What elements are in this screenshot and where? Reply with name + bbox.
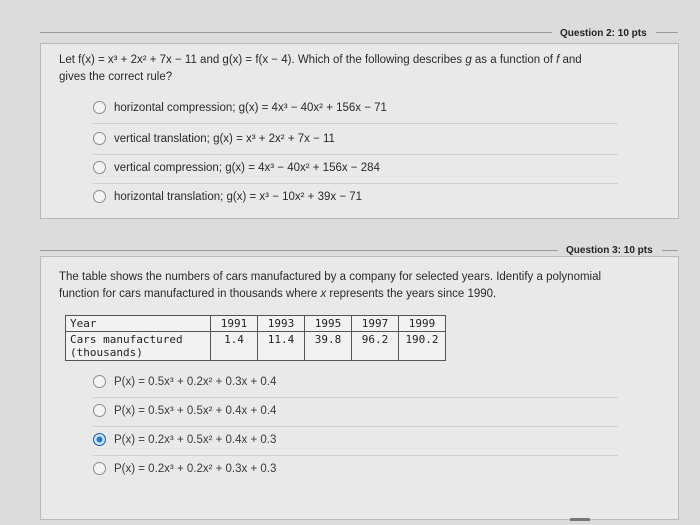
q2-option-2[interactable] — [93, 132, 335, 145]
q2-prompt-line2: gives the correct rule? — [59, 71, 173, 83]
table-cell: 1.4 — [211, 332, 258, 361]
q3-header-line — [40, 250, 558, 251]
q2-option-1-label: horizontal compression; g(x) = 4x³ − 40x² + 156x − 71 — [114, 101, 387, 114]
q3-prompt-line1: The table shows the numbers of cars manufactured by a company for selected years. Identify a polynomial — [59, 271, 602, 283]
table-header-year: Year — [66, 316, 211, 332]
table-cell: 1991 — [211, 316, 258, 332]
q2-separator — [93, 154, 618, 155]
q3-option-4-radio[interactable] — [93, 462, 106, 475]
q2-option-2-label: vertical translation; g(x) = x³ + 2x² + 7x − 11 — [114, 132, 335, 145]
q2-option-1[interactable] — [93, 101, 387, 114]
q2-prompt-f: f — [556, 54, 560, 66]
q2-header-line-right — [656, 32, 678, 33]
q2-option-3-label: vertical compression; g(x) = 4x³ − 40x² + 156x − 284 — [114, 161, 380, 174]
q2-prompt-text-b: as a function of — [471, 54, 557, 66]
q3-option-2[interactable] — [93, 404, 276, 417]
q2-option-4-radio[interactable] — [93, 190, 106, 203]
q2-prompt — [59, 52, 669, 86]
q3-option-2-radio[interactable] — [93, 404, 106, 417]
q2-header-line — [40, 32, 552, 33]
q3-header: Question 3: 10 pts — [566, 245, 653, 256]
table-header-cars — [66, 332, 211, 361]
q3-option-4-label: P(x) = 0.2x³ + 0.2x² + 0.3x + 0.3 — [114, 462, 277, 475]
q3-option-3-radio-selected[interactable] — [93, 433, 106, 446]
q3-prompt-text-b: represents the years since 1990. — [326, 288, 497, 300]
q2-option-4[interactable] — [93, 190, 362, 203]
q2-header: Question 2: 10 pts — [560, 28, 647, 39]
q3-prompt-text-a: function for cars manufactured in thousands where — [59, 288, 321, 300]
q3-option-3-label: P(x) = 0.2x³ + 0.5x² + 0.4x + 0.3 — [114, 433, 277, 446]
q2-option-2-radio[interactable] — [93, 132, 106, 145]
q3-header-line-right — [662, 250, 678, 251]
q3-separator — [93, 397, 618, 398]
page-edge-mark — [570, 518, 590, 521]
q2-option-1-radio[interactable] — [93, 101, 106, 114]
question-3-card — [40, 256, 679, 520]
data-table — [65, 315, 446, 361]
q2-prompt-g: g — [465, 54, 472, 66]
table-cell: 96.2 — [352, 332, 399, 361]
q2-separator — [93, 183, 618, 184]
q3-option-1-radio[interactable] — [93, 375, 106, 388]
q2-option-4-label: horizontal translation; g(x) = x³ − 10x² + 39x − 71 — [114, 190, 363, 203]
table-row — [66, 316, 446, 332]
table-cell: 1999 — [399, 316, 446, 332]
table-cell: 39.8 — [305, 332, 352, 361]
q3-option-1-label: P(x) = 0.5x³ + 0.2x² + 0.3x + 0.4 — [114, 375, 277, 388]
q3-option-3[interactable] — [93, 433, 276, 446]
q3-option-1[interactable] — [93, 375, 276, 388]
q3-prompt — [59, 269, 671, 303]
table-cell: 11.4 — [258, 332, 305, 361]
table-cell: 1997 — [352, 316, 399, 332]
q3-prompt-x: x — [320, 288, 327, 300]
table-cell: 190.2 — [399, 332, 446, 361]
q2-option-3-radio[interactable] — [93, 161, 106, 174]
q2-prompt-text-a: Let f(x) = x³ + 2x² + 7x − 11 and g(x) = f(x − 4). Which of the following describes — [59, 54, 466, 66]
table-header-cars-line1: Cars manufactured — [70, 333, 183, 346]
table-cell: 1993 — [258, 316, 305, 332]
q2-prompt-text-c: and — [559, 54, 582, 66]
q3-option-4[interactable] — [93, 462, 276, 475]
q2-separator — [93, 123, 618, 124]
table-row — [66, 332, 446, 361]
q3-separator — [93, 455, 618, 456]
table-cell: 1995 — [305, 316, 352, 332]
question-2-card — [40, 43, 679, 219]
table-header-cars-line2: (thousands) — [70, 346, 143, 359]
q3-separator — [93, 426, 618, 427]
q3-option-2-label: P(x) = 0.5x³ + 0.5x² + 0.4x + 0.4 — [114, 404, 277, 417]
q2-option-3[interactable] — [93, 161, 380, 174]
